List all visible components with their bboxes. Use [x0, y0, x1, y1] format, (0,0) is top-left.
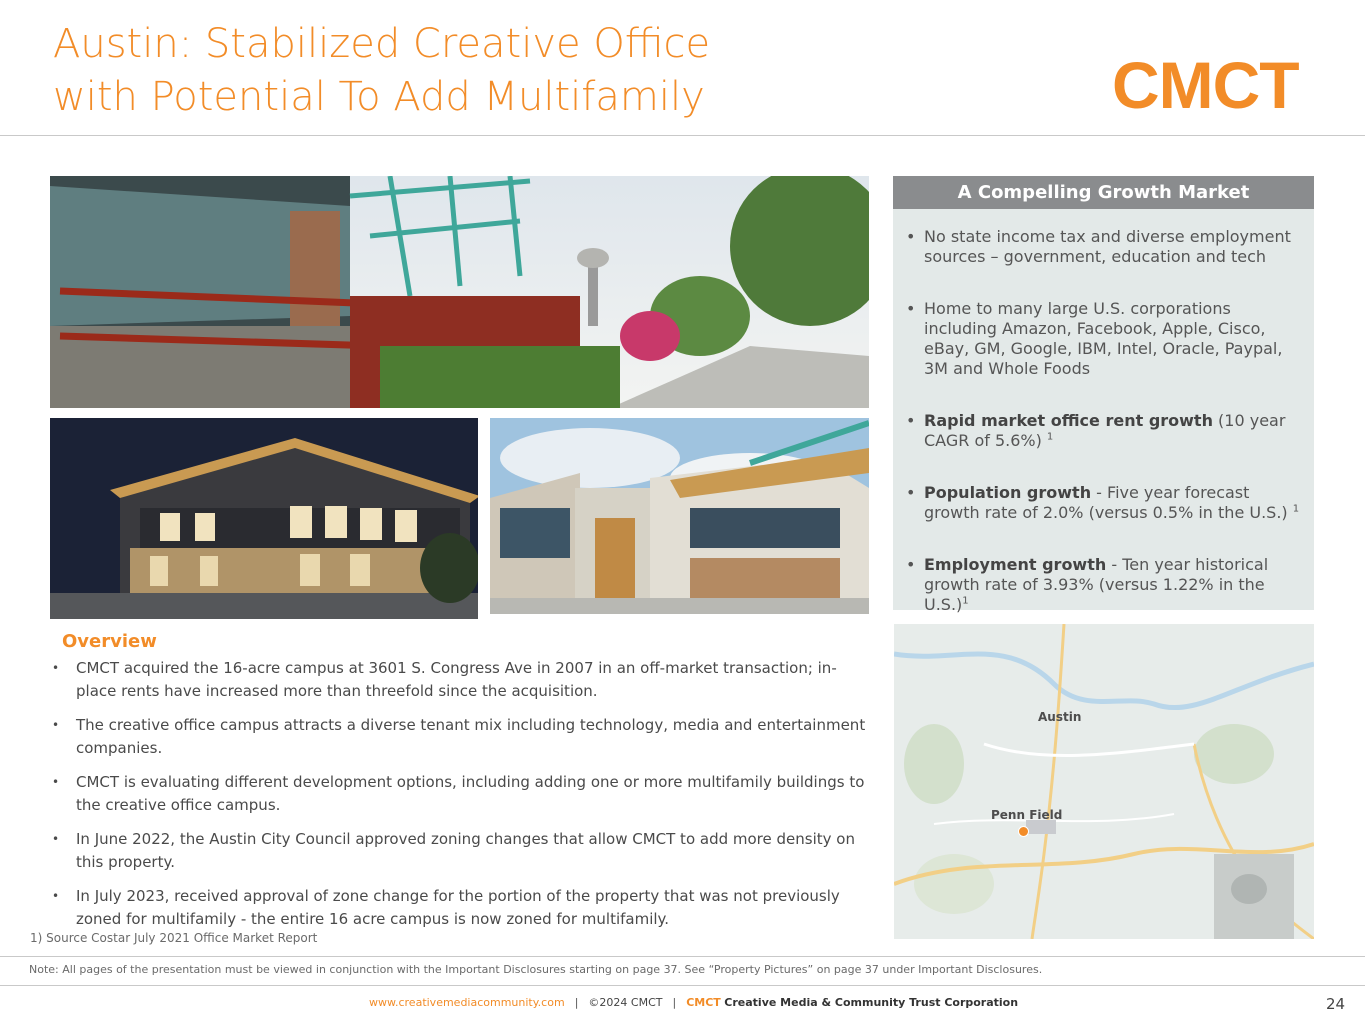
footer-corporation: Creative Media & Community Trust Corporation: [724, 996, 1019, 1009]
overview-item: [52, 657, 872, 703]
page-title: [53, 18, 813, 124]
growth-market-list: [893, 209, 1314, 615]
growth-item: [906, 411, 1304, 451]
bullet-icon: •: [906, 411, 916, 430]
footnote-ref: 1: [1046, 431, 1054, 443]
overview-item: [52, 714, 872, 760]
building-entrance-photo: [490, 418, 869, 614]
footer-copyright: ©2024 CMCT: [588, 996, 663, 1009]
growth-item-text: No state income tax and diverse employment sources – government, education and tech: [924, 227, 1291, 266]
growth-item-text: Home to many large U.S. corporations including Amazon, Facebook, Apple, Cisco, eBay, GM, Google, IBM, Intel, Oracle, Paypal, 3M and Whole Foods: [924, 299, 1283, 378]
overview-item-text: CMCT is evaluating different development options, including adding one or more multifamily buildings to the creative office campus.: [76, 773, 865, 814]
bullet-icon: •: [52, 832, 60, 846]
overview-item-text: In July 2023, received approval of zone change for the portion of the property that was not previously zoned for multifamily - the entire 16 acre campus is now zoned for multifamily.: [76, 887, 840, 928]
map-label-penn-field: Penn Field: [991, 808, 1063, 822]
overview-item: [52, 885, 872, 931]
bullet-icon: •: [52, 661, 60, 675]
growth-item-text: - Five year forecast growth rate of 2.0% (versus 0.5% in the U.S.): [924, 483, 1293, 522]
growth-market-title: A Compelling Growth Market: [893, 176, 1314, 209]
bullet-icon: •: [906, 227, 916, 246]
website-link[interactable]: www.creativemediacommunity.com: [369, 996, 565, 1009]
bullet-icon: •: [906, 555, 916, 574]
bullet-icon: •: [906, 483, 916, 502]
growth-item-text: (10 year CAGR of 5.6%): [924, 411, 1286, 450]
footer-divider: [0, 956, 1365, 957]
footer-separator: |: [672, 996, 677, 1009]
growth-item: [906, 227, 1304, 267]
source-footnote: 1) Source Costar July 2021 Office Market Report: [30, 931, 318, 945]
growth-item: [906, 299, 1304, 379]
location-pin-icon: [1018, 826, 1029, 837]
page-footer: [369, 996, 1018, 1009]
growth-item: [906, 483, 1304, 523]
footer-brand: CMCT: [686, 996, 721, 1009]
footer-separator: |: [574, 996, 579, 1009]
disclaimer-note: Note: All pages of the presentation must be viewed in conjunction with the Important Disclosures starting on page 37. See “Property Pictures” on page 37 under Important Disclosures.: [29, 963, 1043, 976]
overview-heading: Overview: [62, 631, 157, 652]
growth-item-text: - Ten year historical growth rate of 3.93% (versus 1.22% in the U.S.): [924, 555, 1269, 614]
growth-item-bold: Employment growth: [924, 555, 1107, 574]
footnote-ref: 1: [962, 595, 969, 607]
overview-item-text: The creative office campus attracts a diverse tenant mix including technology, media and entertainment companies.: [76, 716, 866, 757]
bullet-icon: •: [906, 299, 916, 318]
growth-item-bold: Rapid market office rent growth: [924, 411, 1213, 430]
building-night-photo: [50, 418, 478, 619]
footnote-ref: 1: [1292, 503, 1300, 515]
footer-divider-bottom: [0, 985, 1365, 986]
page-title-line1: Austin: Stabilized Creative Office: [53, 21, 711, 67]
bullet-icon: •: [52, 775, 60, 789]
cmct-logo: CMCT: [1112, 48, 1299, 122]
page-title-line2: with Potential To Add Multifamily: [53, 74, 705, 120]
overview-list: [52, 657, 872, 942]
location-map: [894, 624, 1314, 939]
growth-market-panel: [893, 176, 1314, 614]
bullet-icon: •: [52, 889, 60, 903]
overview-item: [52, 771, 872, 817]
map-label-austin: Austin: [1038, 710, 1082, 724]
overview-item: [52, 828, 872, 874]
overview-item-text: In June 2022, the Austin City Council approved zoning changes that allow CMCT to add more density on this property.: [76, 830, 855, 871]
growth-item-bold: Population growth: [924, 483, 1092, 502]
header-divider: [0, 135, 1365, 136]
bullet-icon: •: [52, 718, 60, 732]
page-number: 24: [1326, 995, 1346, 1013]
growth-item: [906, 555, 1304, 615]
campus-courtyard-photo: [50, 176, 869, 408]
overview-item-text: CMCT acquired the 16-acre campus at 3601 S. Congress Ave in 2007 in an off-market transaction; in-place rents have increased more than threefold since the acquisition.: [76, 659, 837, 700]
